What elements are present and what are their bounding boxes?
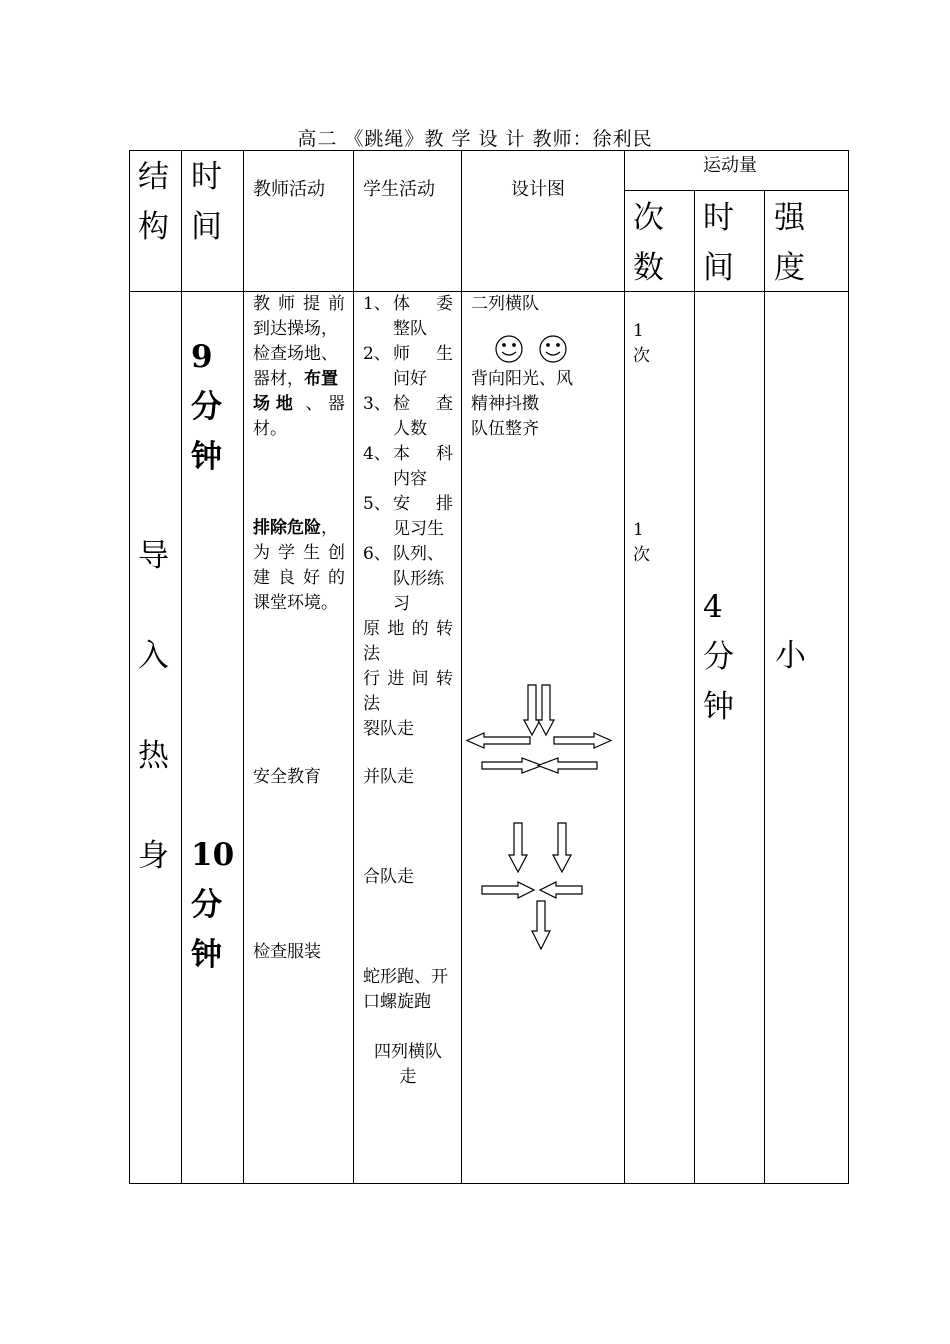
intensity-value: 小 — [775, 638, 806, 674]
header-structure: 结 构 — [138, 159, 169, 245]
student-snake-run: 蛇形跑、开 口螺旋跑 — [363, 967, 448, 1012]
design-notes: 背向阳光、风 精神抖擞 队伍整齐 — [471, 369, 573, 439]
design-formation-label: 二列横队 — [471, 294, 539, 314]
header-intensity: 强 度 — [774, 200, 805, 286]
structure-char-4: 身 — [138, 838, 169, 874]
student-four-column-march: 四列横队 走 — [374, 1042, 442, 1087]
join-march-arrows-diagram — [462, 815, 622, 955]
smiley-face-icon — [490, 334, 580, 366]
student-item-1: 1、 体 委 — [363, 294, 453, 314]
teacher-activity-safety-check: 排除危险， 为 学 生 创 建 良 好 的 课堂环境。 — [253, 518, 345, 613]
structure-char-3: 热 — [138, 738, 169, 774]
student-item-2: 2、 师 生 — [363, 344, 453, 364]
student-item-4: 4、 本 科 — [363, 444, 453, 464]
student-merge-march: 并队走 — [363, 767, 414, 787]
document-title: 高二 《跳绳》教 学 设 计 教师：徐利民 — [297, 128, 653, 150]
duration-value: 4 分 钟 — [703, 589, 734, 725]
structure-char-2: 入 — [138, 638, 169, 674]
header-exercise-load: 运动量 — [703, 155, 757, 176]
header-design-diagram: 设计图 — [511, 179, 565, 200]
teacher-activity-prep: 教 师 提 前 到达操场， 检查场地、 器材，布置 场 地 、 器 材。 — [253, 294, 345, 439]
count-1: 1 次 — [633, 321, 650, 366]
header-student-activity: 学生活动 — [363, 179, 435, 200]
student-item-5: 5、 安 排 — [363, 494, 453, 514]
header-teacher-activity: 教师活动 — [253, 179, 325, 200]
teacher-check-clothing: 检查服装 — [253, 942, 321, 962]
header-duration: 时 间 — [703, 200, 734, 286]
student-split-march: 裂队走 — [363, 719, 414, 739]
time-block-1: 9 分 钟 — [191, 339, 222, 475]
header-count: 次 数 — [633, 200, 664, 286]
student-item-6: 6、 队列、 — [363, 544, 444, 564]
header-time: 时 间 — [191, 159, 222, 245]
split-march-arrows-diagram — [462, 680, 622, 780]
teacher-safety-education: 安全教育 — [253, 767, 321, 787]
count-2: 1 次 — [633, 520, 650, 565]
student-item-3: 3、 检 查 — [363, 394, 453, 414]
structure-char-1: 导 — [138, 538, 169, 574]
time-block-2: 10 分 钟 — [191, 837, 235, 973]
student-join-march: 合队走 — [363, 867, 414, 887]
student-activity-list: 1、 体 委 整队 2、 师 生 问好 3、 检 查 人数 4、 本 科 内容 5、 安 排 见习生 6、 队列、 队形练 习 原 地 的 转 法 行 进 间 转 法 裂队走 — [363, 292, 453, 742]
